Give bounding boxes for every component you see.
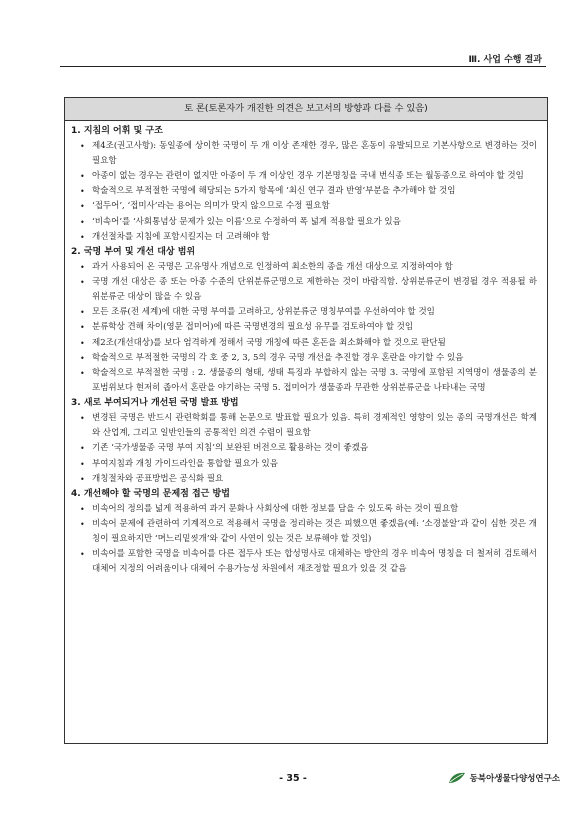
bullet-item [71,260,537,275]
bullet-item [71,336,537,351]
bullet-item [71,441,537,456]
bullet-item [71,139,537,169]
panel-body [65,121,547,578]
leaf-logo-icon [448,772,466,784]
bullet-icon: • [80,519,85,529]
bullet-icon: • [80,141,85,151]
section-title: 1. 지침의 어휘 및 구조 [71,126,163,136]
bullet-item [71,230,537,245]
bullet-item [71,502,537,517]
bullet-list [71,260,537,397]
bullet-item [71,547,537,577]
bullet-icon: • [80,323,85,333]
bullet-icon: • [80,353,85,363]
bullet-text: 국명 개선 대상은 종 또는 아종 수준의 단위분류군명으로 제한하는 것이 바람직함. 상위분류군이 변경될 경우 적용될 하위분류군 대상이 많을 수 있음 [92,276,537,303]
bullet-icon: • [80,474,85,484]
bullet-icon: • [80,217,85,227]
bullet-item [71,517,537,547]
bullet-text: ‘비속어’를 ‘사회통념상 문제가 있는 이름’으로 수정하여 폭 넓게 적용할 필요가 있음 [92,216,401,227]
bullet-text: 학술적으로 부적절한 국명에 해당되는 5가지 항목에 ‘최신 연구 결과 반영’부분을 추가해야 할 것임 [92,186,456,197]
section-title: 3. 새로 부여되거나 개선된 국명 발표 방법 [71,398,239,409]
page-number: - 35 - [279,773,307,784]
bullet-text: 모든 조류(전 세계)에 대한 국명 부여를 고려하고, 상위분류군 명칭부여를 우선하여야 할 것임 [92,307,435,318]
bullet-item [71,305,537,320]
section-title: 2. 국명 부여 및 개선 대상 범위 [71,247,196,258]
bullet-item [71,215,537,230]
bullet-icon: • [80,444,85,454]
bullet-text: 비속어를 포함한 국명을 비속어를 다른 접두사 또는 합성명사로 대체하는 방안의 경우 비속어 명칭을 더 철저히 검토해서 대체어 지정의 어려움이나 대체어 수용가능성 차원에서 재조정할 필요가 있을 것 같음 [92,549,537,575]
bullet-item [71,472,537,487]
bullet-icon: • [80,202,85,212]
bullet-list [71,502,537,578]
bullet-item [71,351,537,366]
bullet-icon: • [80,338,85,348]
panel-title: 토 론(토론자가 개진한 의견은 보고서의 방향과 다를 수 있음) [65,98,547,121]
bullet-icon: • [80,262,85,272]
bullet-icon: • [80,277,85,287]
bullet-icon: • [80,459,85,469]
bullet-text: 비속어 문제에 관련하여 기계적으로 적용해서 국명을 정리하는 것은 피했으면 좋겠음(예: ‘소경불알’과 같이 심한 것은 개칭이 필요하지만 ‘며느리밑씻개’와 같이 사연이 있는 것은 보류해야 할 것임) [92,518,537,545]
bullet-text: 변경된 국명은 반드시 관련학회를 통해 논문으로 발표할 필요가 있음. 특히 경제적인 영향이 있는 종의 국명개선은 학계와 산업계, 그리고 일반인들의 공통적인 의견 수렴이 필요함 [92,413,537,439]
institution-name: 동북아생물다양성연구소 [469,774,560,784]
bullet-item [71,366,537,396]
discussion-panel [64,97,548,744]
bullet-item [71,457,537,472]
section-title: 4. 개선해야 할 국명의 문제점 접근 방법 [71,489,230,500]
bullet-item [71,199,537,214]
bullet-icon: • [80,172,85,181]
bullet-icon: • [80,369,85,379]
bullet-text: 학술적으로 부적절한 국명의 각 호 중 2, 3, 5의 경우 국명 개선을 추진할 경우 혼란을 야기할 수 있음 [92,352,464,363]
bullet-text: 아종이 없는 경우는 관련이 없지만 아종이 두 개 이상인 경우 기본명칭을 국내 번식종 또는 월동종으로 하여야 할 것임 [92,171,524,181]
bullet-icon: • [80,232,85,242]
chapter-label: Ⅲ. 사업 수행 결과 [468,55,542,65]
bullet-text: 개칭절차와 공표방법은 공식화 필요 [92,473,224,484]
bullet-icon: • [80,504,85,514]
bullet-icon: • [80,414,85,424]
bullet-item [71,411,537,441]
bullet-item [71,184,537,199]
bullet-item [71,169,537,184]
bullet-text: 제2조(개선대상)를 보다 엄격하게 정해서 국명 개칭에 따른 혼돈을 최소화해야 할 것으로 판단됨 [92,337,446,348]
bullet-icon: • [80,308,85,318]
bullet-text: 부여지침과 개칭 가이드라인을 통합할 필요가 있음 [92,458,278,469]
header-divider [60,66,546,67]
institution-logo [448,772,560,784]
bullet-text: 제4조(권고사항): 동일종에 상이한 국명이 두 개 이상 존재한 경우, 많은 혼동이 유발되므로 기본사항으로 변경하는 것이 필요함 [92,140,537,166]
bullet-text: 비속어의 정의를 넓게 적용하여 과거 문화나 사회상에 대한 정보를 담을 수 있도록 하는 것이 필요함 [92,503,459,514]
bullet-icon: • [80,550,85,560]
bullet-item [71,320,537,335]
bullet-text: 과거 사용되어 온 국명은 고유명사 개념으로 인정하여 최소한의 종을 개선 대상으로 지정하여야 함 [92,261,453,272]
bullet-list [71,139,537,245]
bullet-text: 학술적으로 부적절한 국명 : 2. 생물종의 형태, 생태 특징과 부합하지 않는 국명 3. 국명에 포함된 지역명이 생물종의 분포범위보다 현저히 좁아서 혼란을 야기하는 국명 5. 접미어가 생물종과 무관한 상위분류군을 나타내는 국명 [92,368,537,394]
bullet-text: ‘접두어’, ‘접미사’라는 용어는 의미가 맞지 않으므로 수정 필요함 [92,201,330,212]
bullet-item [71,275,537,305]
bullet-text: 개선절차를 지침에 포함시킬지는 더 고려해야 함 [92,231,270,242]
bullet-list [71,411,537,487]
bullet-text: 기존 ‘국가생물종 국명 부여 지침’의 보완된 버전으로 활용하는 것이 좋겠음 [92,443,369,454]
bullet-text: 분류학상 견해 차이(영문 접미어)에 따른 국명변경의 필요성 유무를 검토하여야 할 것임 [92,322,414,333]
bullet-icon: • [80,187,85,197]
